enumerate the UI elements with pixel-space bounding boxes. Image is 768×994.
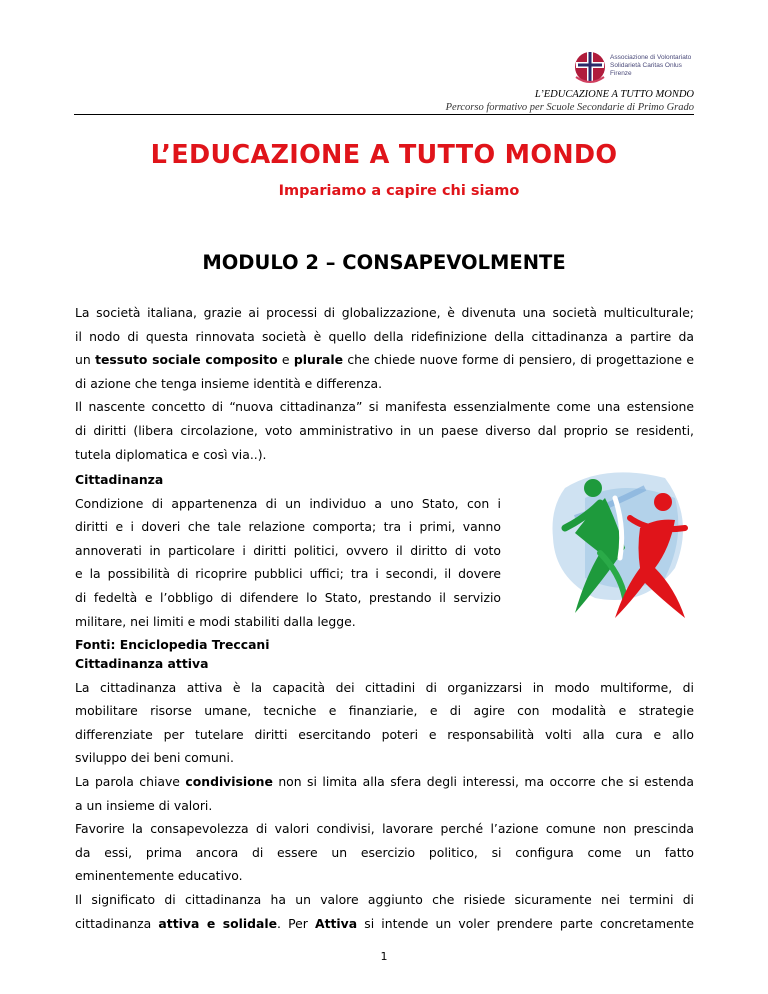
module-title: MODULO 2 – CONSAPEVOLMENTE: [202, 251, 566, 274]
text-line: di diritti (libera circolazione, voto amministrativo in un paese diverso dal proprio se residenti,: [75, 422, 694, 438]
document-title: L’EDUCAZIONE A TUTTO MONDO: [150, 140, 618, 170]
bold-text: condivisione: [185, 773, 273, 789]
document-subtitle: Impariamo a capire chi siamo: [278, 183, 520, 199]
header-title: L’EDUCAZIONE A TUTTO MONDO: [534, 89, 694, 100]
text-line: La società italiana, grazie ai processi di globalizzazione, è divenuta una società multiculturale;: [75, 305, 694, 320]
text-line: differenziate per tutelare diritti esercitando poteri e responsabilità volti alla cura e allo: [75, 726, 694, 742]
text-line: il nodo di questa rinnovata società è quello della ridefinizione della cittadinanza a partire da: [75, 328, 694, 344]
text-line: e la possibilità di ricoprire pubblici uffici; tra i secondi, il dovere: [75, 566, 501, 582]
text-line: di azione che tenga insieme identità e differenza.: [75, 375, 383, 391]
text-line: un tessuto sociale composito e plurale che chiede nuove forme di pensiero, di progettazione e: [75, 352, 694, 368]
caritas-cross-logo-icon: [572, 47, 608, 87]
bold-text: attiva e solidale: [158, 915, 278, 931]
page-number: 1: [380, 950, 388, 963]
section-heading: Cittadinanza: [75, 472, 164, 487]
text-line: Condizione di appartenenza di un individuo a uno Stato, con i: [75, 495, 501, 511]
text-line: da essi, prima ancora di essere un esercizio politico, si configura come un fatto: [75, 844, 694, 860]
text-line: militare, nei limiti e modi stabiliti dalla legge.: [75, 613, 356, 629]
tricolor-figures-illustration: [545, 458, 697, 626]
logo-text: Associazione di Volontariato Solidarietà Caritas Onlus Firenze: [610, 54, 692, 77]
text-line: La cittadinanza attiva è la capacità dei cittadini di organizzarsi in modo multiforme, di: [75, 679, 694, 695]
text-line: La parola chiave condivisione non si limita alla sfera degli interessi, ma occorre che si estenda: [75, 773, 695, 789]
text-line: cittadinanza attiva e solidale. Per Attiva si intende un voler prendere parte concretamente: [75, 915, 694, 931]
text-line: sviluppo dei beni comuni.: [75, 750, 234, 766]
cittadinanza-section: [75, 468, 501, 657]
text-line: Il significato di cittadinanza ha un valore aggiunto che risiede sicuramente nei termini di: [75, 891, 694, 907]
text-line: a un insieme di valori.: [75, 797, 213, 813]
caritas-logo: [572, 47, 712, 87]
section-heading: Cittadinanza attiva: [75, 656, 209, 671]
text-line: tutela diplomatica e così via..).: [75, 446, 267, 462]
text-line: di fedeltà e l’obbligo di difendere lo Stato, prestando il servizio: [75, 589, 501, 605]
bold-text: tessuto sociale composito: [95, 352, 278, 368]
running-header: [446, 88, 694, 114]
bold-text: Attiva: [314, 915, 358, 931]
cittadinanza-attiva-section: [75, 652, 694, 935]
header-subtitle: Percorso formativo per Scuole Secondarie di Primo Grado: [445, 102, 694, 113]
source-citation: Fonti: Enciclopedia Treccani: [75, 637, 270, 653]
text-line: diritti e i doveri che tale relazione comporta; tra i primi, vanno: [75, 519, 501, 535]
text-line: mobilitare risorse umane, tecniche e finanziarie, e di agire con modalità e strategie: [75, 703, 694, 719]
text-line: eminentemente educativo.: [75, 868, 243, 884]
header-rule: [74, 114, 694, 115]
text-line: annoverati in particolare i diritti politici, ovvero il diritto di voto: [75, 542, 501, 558]
text-line: Favorire la consapevolezza di valori condivisi, lavorare perché l’azione comune non prescinda: [75, 821, 694, 837]
text-line: Il nascente concetto di “nuova cittadinanza” si manifesta essenzialmente come una estensione: [75, 399, 694, 415]
bold-text: plurale: [293, 352, 343, 368]
intro-paragraph: [75, 301, 694, 466]
